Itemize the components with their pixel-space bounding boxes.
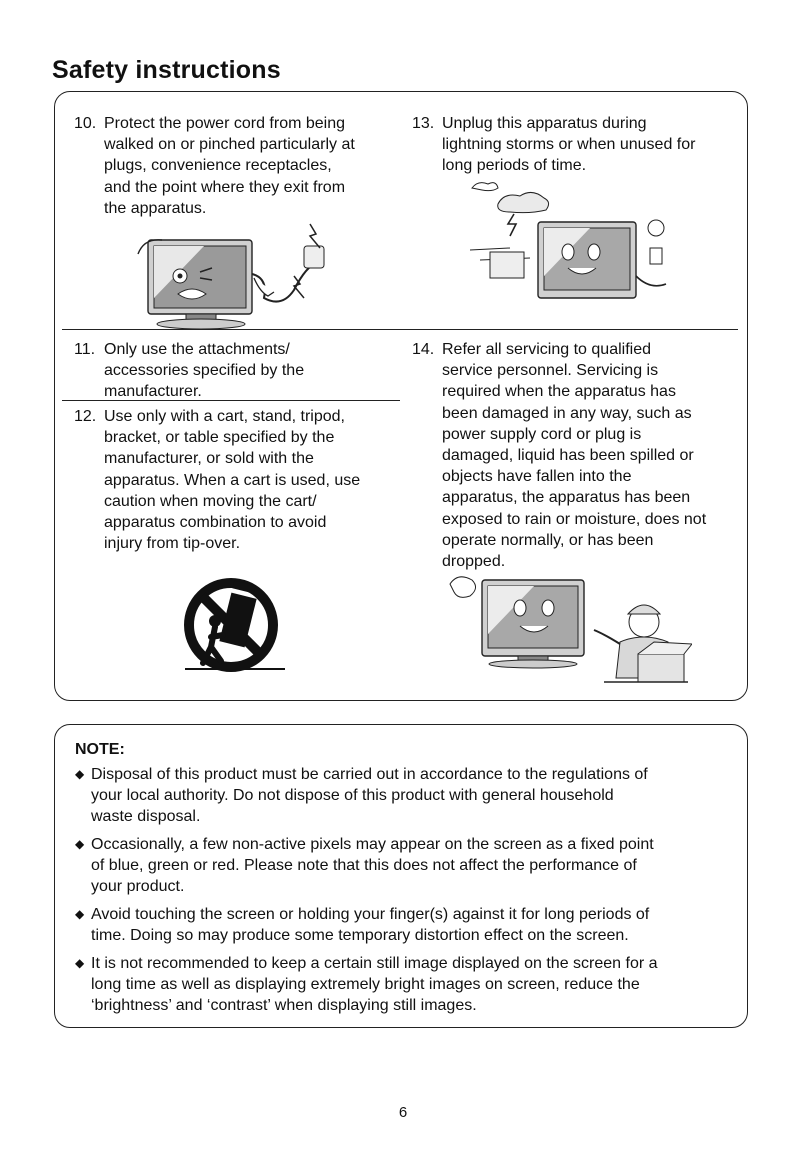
divider bbox=[62, 329, 738, 330]
diamond-bullet-icon: ◆ bbox=[75, 837, 85, 851]
page-title: Safety instructions bbox=[52, 56, 281, 84]
instruction-text: Protect the power cord from being walked on or pinched particularly at plugs, convenience receptacles, and the point where they exit from the apparatus. bbox=[104, 115, 355, 217]
tv-service-technician-illustration bbox=[448, 570, 692, 697]
instruction-number: 13. bbox=[412, 115, 435, 132]
diamond-bullet-icon: ◆ bbox=[75, 956, 85, 970]
instruction-text: Use only with a cart, stand, tripod, bracket, or table specified by the manufacturer, or sold with the apparatus. When a cart is used, use caution when moving the cart/ apparatus combination to avoid injury from tip-over. bbox=[104, 408, 361, 553]
note-text: It is not recommended to keep a certain still image displayed on the screen for a long time as well as displaying extremely bright images on screen, reduce the ‘brightness’ and ‘contrast’ when displaying still images. bbox=[91, 955, 658, 1014]
instruction-11 bbox=[74, 339, 404, 403]
instruction-number: 14. bbox=[412, 341, 435, 358]
note-text: Occasionally, a few non-active pixels may appear on the screen as a fixed point of blue, green or red. Please note that this does not affect the performance of your product. bbox=[91, 836, 654, 895]
page-number: 6 bbox=[398, 1104, 408, 1121]
divider bbox=[62, 400, 400, 401]
instruction-10 bbox=[74, 113, 404, 217]
diamond-bullet-icon: ◆ bbox=[75, 767, 85, 781]
tv-power-cord-illustration bbox=[134, 218, 344, 335]
note-title: NOTE: bbox=[75, 741, 125, 758]
instruction-13 bbox=[412, 113, 742, 177]
instruction-text: Only use the attachments/ accessories specified by the manufacturer. bbox=[104, 341, 305, 401]
no-cart-tipover-symbol bbox=[175, 577, 293, 682]
instruction-14 bbox=[412, 339, 742, 571]
instruction-number: 11. bbox=[74, 341, 96, 358]
tv-lightning-storm-illustration bbox=[470, 180, 680, 313]
instruction-text: Unplug this apparatus during lightning storms or when unused for long periods of time. bbox=[442, 115, 696, 175]
diamond-bullet-icon: ◆ bbox=[75, 907, 85, 921]
note-text: Disposal of this product must be carried out in accordance to the regulations of your local authority. Do not dispose of this product with general household waste disposal. bbox=[91, 766, 648, 825]
note-text: Avoid touching the screen or holding your finger(s) against it for long periods of time. Doing so may produce some temporary distortion effect on the screen. bbox=[91, 906, 650, 944]
instruction-text: Refer all servicing to qualified service personnel. Servicing is required when the apparatus has been damaged in any way, such as power supply cord or plug is damaged, liquid has been spilled or objects have fallen into the apparatus, the apparatus has been exposed to rain or moisture, does not operate normally, or has been dropped. bbox=[442, 341, 707, 571]
instruction-number: 12. bbox=[74, 408, 97, 425]
instruction-12 bbox=[74, 406, 404, 553]
instruction-number: 10. bbox=[74, 115, 97, 132]
